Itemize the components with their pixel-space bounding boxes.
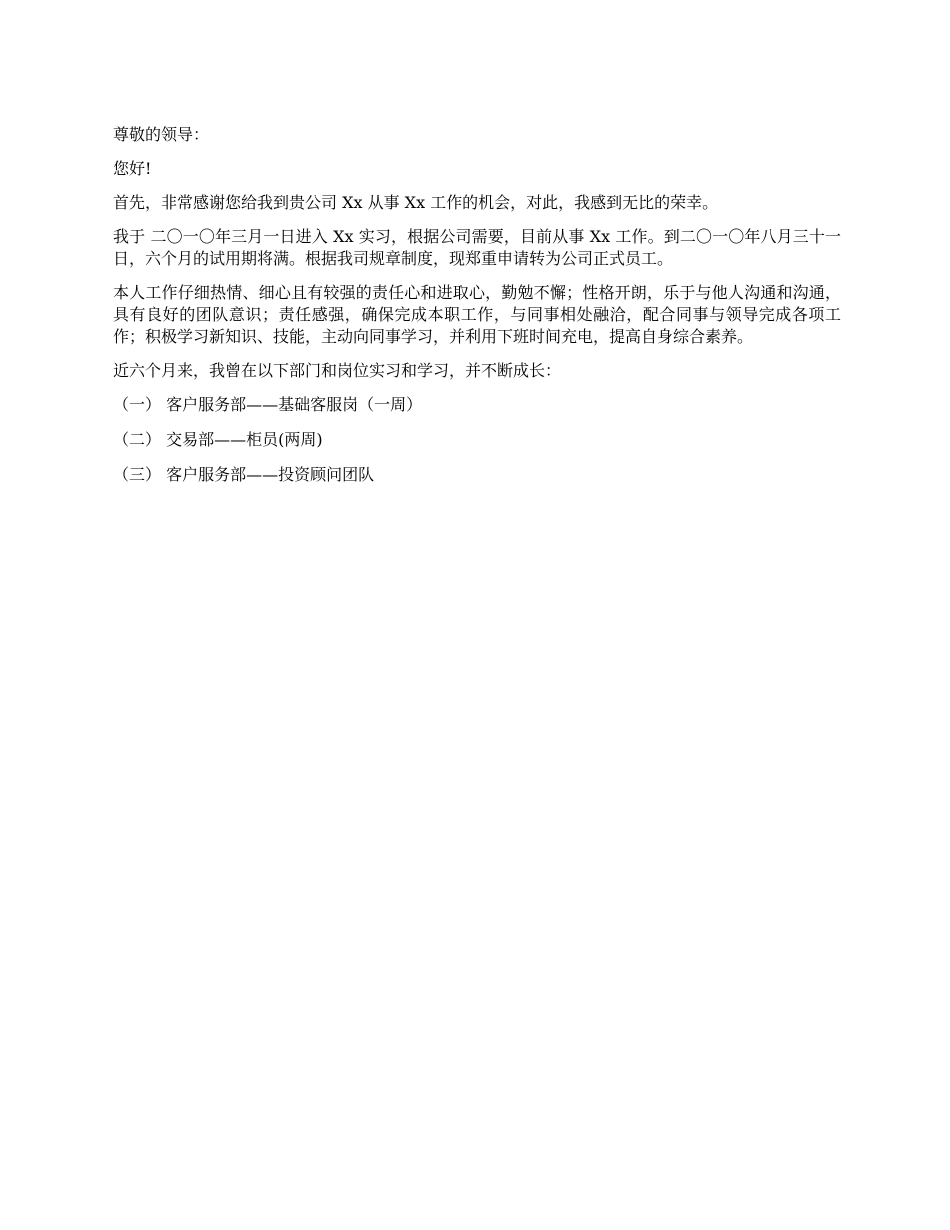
list-item: （二） 交易部——柜员(两周) — [113, 430, 323, 449]
paragraph-self-evaluation: 本人工作仔细热情、细心且有较强的责任心和进取心，勤勉不懈；性格开朗，乐于与他人沟通和沟通，具有良好的团队意识；责任感强，确保完成本职工作，与同事相处融洽，配合同事与领导完成各项工作；积极学习新知识、技能，主动向同事学习，并利用下班时间充电，提高自身综合素养。 — [113, 283, 841, 346]
list-item: （三） 客户服务部——投资顾问团队 — [113, 465, 375, 484]
salutation: 尊敬的领导： — [113, 125, 210, 144]
paragraph-application: 我于 二〇一〇年三月一日进入 Xx 实习，根据公司需要，目前从事 Xx 工作。到二〇一〇年八月三十一日，六个月的试用期将满。根据我司规章制度，现郑重申请转为公司正式员工。 — [113, 227, 841, 268]
letter-body — [113, 124, 841, 499]
paragraph-experience-intro: 近六个月来，我曾在以下部门和岗位实习和学习，并不断成长： — [113, 361, 562, 380]
list-item: （一） 客户服务部——基础客服岗（一周） — [113, 395, 423, 414]
paragraph-thanks: 首先，非常感谢您给我到贵公司 Xx 从事 Xx 工作的机会，对此，我感到无比的荣幸。 — [113, 193, 719, 212]
greeting: 您好! — [113, 159, 152, 178]
